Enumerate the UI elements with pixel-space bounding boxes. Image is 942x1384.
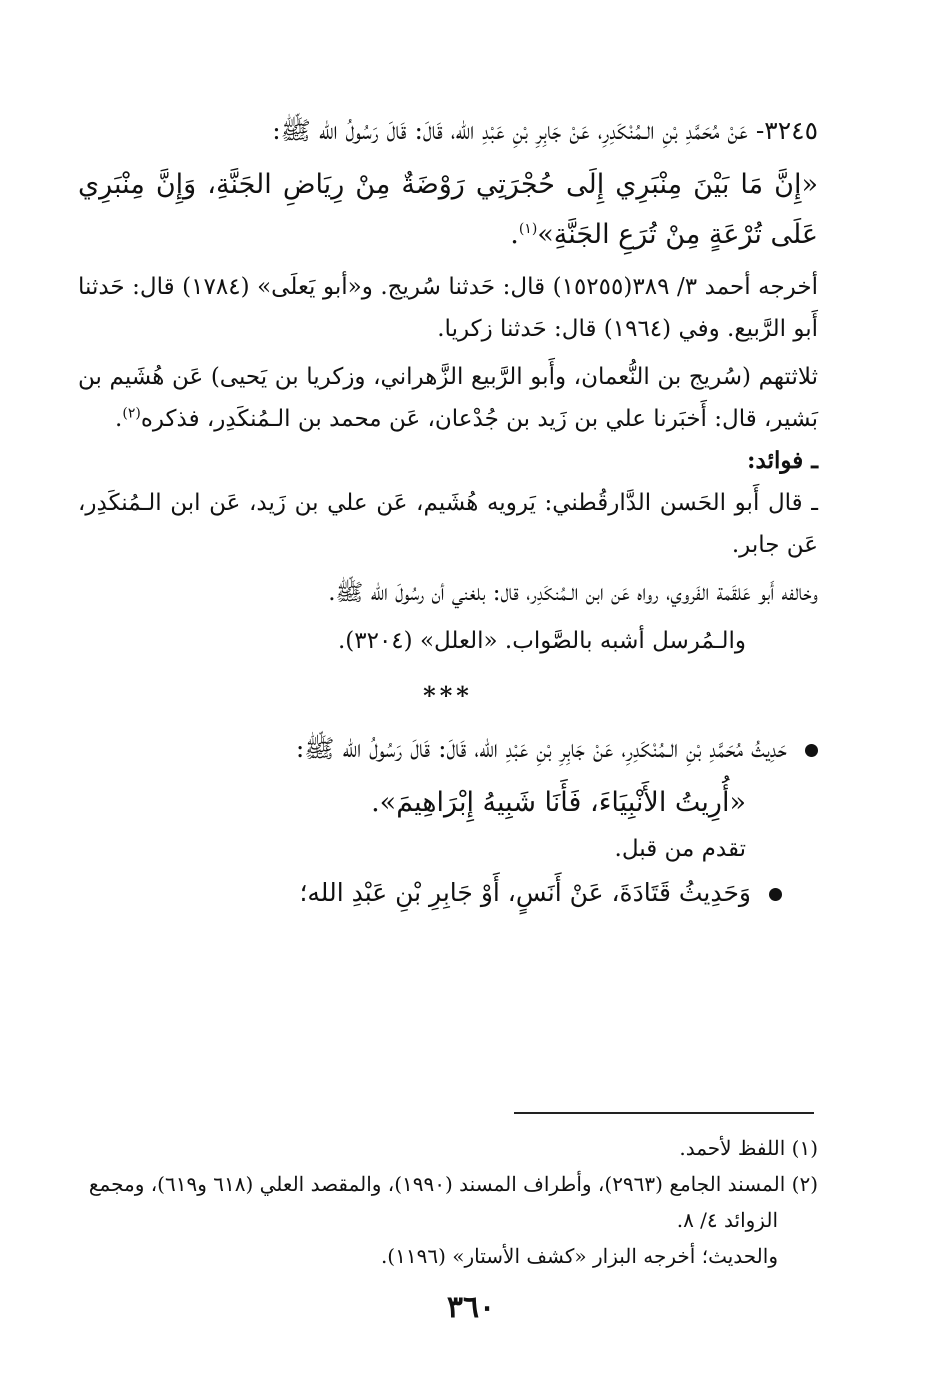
takhrij-paragraph: أخرجه أحمد ٣/ ٣٨٩(١٥٢٥٥) قال: حَدثنا سُريج. و«أبو يَعلَى» (١٧٨٤) قال: حَدثنا أَبو الرَّبيع. وفي (١٩٦٤) قال: حَدثنا زكريا. bbox=[78, 274, 818, 342]
main-text bbox=[78, 108, 818, 916]
hadith-text: «إِنَّ مَا بَيْنَ مِنْبَرِي إِلَى حُجْرَتِي رَوْضَةٌ مِنْ رِيَاضِ الجَنَّةِ، وَإِنَّ مِنْبَرِي عَلَى تُرْعَةٍ مِنْ تُرَعِ الجَنَّةِ»$^{(١)}$. bbox=[78, 169, 818, 250]
footnote-1: (١) اللفظ لأحمد. bbox=[679, 1136, 818, 1160]
mursal-paragraph: والـمُرسل أشبه بالصَّواب. «العلل» (٣٢٠٤). bbox=[337, 628, 746, 654]
footnotes bbox=[78, 1130, 818, 1274]
section-separator: *** bbox=[423, 681, 473, 710]
isnad-paragraph: ثلاثتهم (سُريج بن النُّعمان، وأَبو الرَّبيع الزَّهراني، وزكريا بن يَحيى) عَن هُشَيم بن بَشير، قال: أَخبَرنا علي بن زَيد بن جُدْعان، عَن محمد بن الـمُنكَدِر، فذكره$^{(٢)}$. bbox=[78, 364, 818, 432]
fawaid-heading: ـ فوائد: bbox=[747, 447, 818, 474]
footnote-2-continuation: الزوائد ٤/ ٨. bbox=[676, 1208, 778, 1232]
footnote-ref-2: (٢) bbox=[122, 405, 141, 422]
footnote-ref-1: (١) bbox=[518, 221, 538, 237]
bullet-hadith-1: حَدِيثُ مُحَمَّدِ بْنِ الـمُنْكَدِرِ، عَنْ جَابِرِ بْنِ عَبْدِ الله، قَالَ: قَالَ رَسُولُ الله ﷺ: bbox=[78, 726, 818, 772]
daraqutni-paragraph: ـ قال أَبو الحَسن الدَّارقُطني: يَرويه هُشَيم، عَن علي بن زَيد، عَن ابن الـمُنكَدِر، عَن جابر. bbox=[78, 490, 818, 558]
footnote-divider bbox=[514, 1112, 814, 1114]
bullet-icon bbox=[769, 888, 782, 901]
footnote-2: (٢) المسند الجامع (٢٩٦٣)، وأطراف المسند (١٩٩٠)، والمقصد العلي (٦١٨ و٦١٩)، ومجمع bbox=[88, 1172, 818, 1196]
hadith-quote-2: «أُرِيتُ الأَنْبِيَاءَ، فَأَنَا شَبِيهُ إِبْرَاهِيمَ». bbox=[371, 787, 746, 818]
page-number: ٣٦٠ bbox=[446, 1290, 496, 1325]
bullet-hadith-2: وَحَدِيثُ قَتَادَةَ، عَنْ أَنَسٍ، أَوْ جَابِرِ بْنِ عَبْدِ الله؛ bbox=[78, 870, 818, 916]
cross-reference-note: تقدم من قبل. bbox=[614, 836, 746, 862]
farwi-paragraph: وخالفه أَبو عَلقَمة الفَروي، رواه عَن ابن الـمُنكَدِر، قال: بلغني أن رسُولَ الله ﷺ. bbox=[328, 580, 818, 606]
footnote-2-extra: والحديث؛ أخرجه البزار «كشف الأستار» (١١٩٦). bbox=[380, 1244, 778, 1268]
bullet-icon bbox=[805, 744, 818, 757]
hadith-header-3245: ٣٢٤٥- عَنْ مُحَمَّدِ بْنِ الـمُنْكَدِرِ، عَنْ جَابِرِ بْنِ عَبْدِ الله، قَالَ: قَالَ رَسُولُ الله ﷺ: bbox=[272, 116, 818, 145]
